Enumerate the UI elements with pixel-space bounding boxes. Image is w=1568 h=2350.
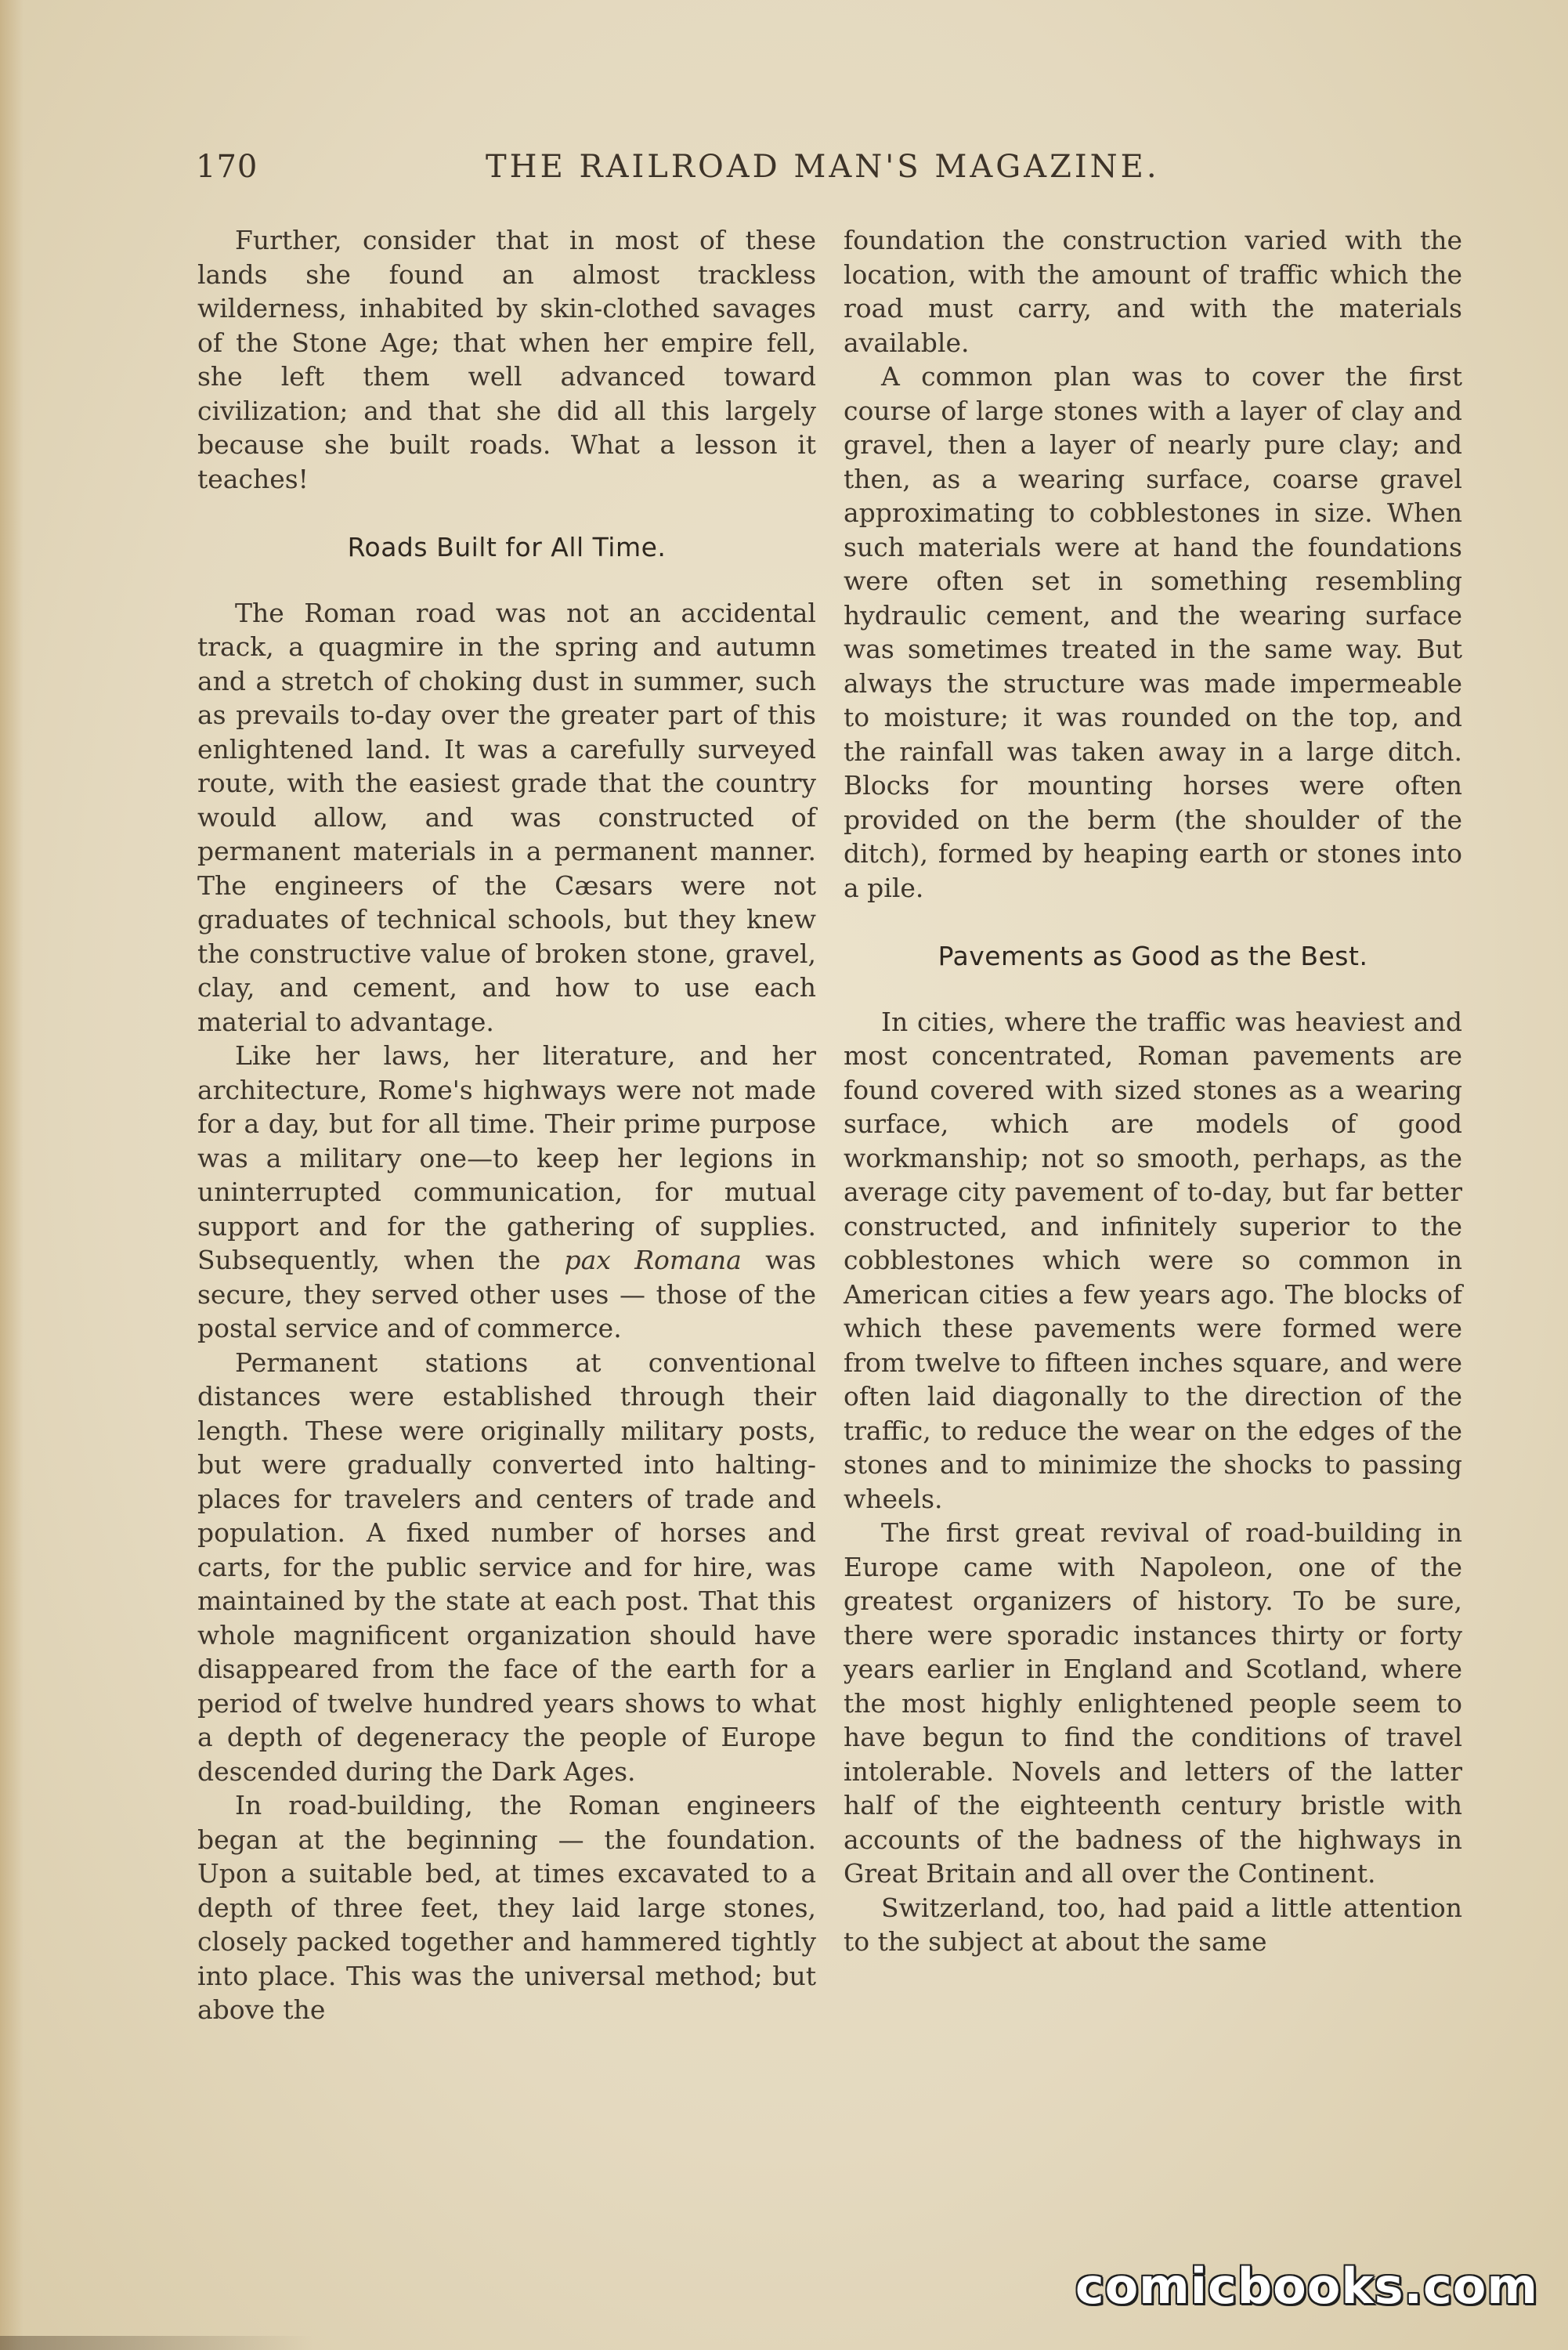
text-span: was secure, they served other uses — those of the postal service and of commerce. bbox=[197, 1245, 816, 1343]
running-title: THE RAILROAD MAN'S MAGAZINE. bbox=[486, 149, 1160, 185]
page-number: 170 bbox=[196, 149, 258, 185]
paragraph: Further, consider that in most of these lands she found an almost trackless wilderness, inhabited by skin-clothed savages of the Stone Age; that when her empire fell, she left them well advanced toward civilization; and that she did all this largely because she built roads. What a lesson it teaches! bbox=[197, 225, 816, 494]
page-header bbox=[196, 149, 1175, 196]
paragraph: In road-building, the Roman engineers began at the beginning — the foundation. Upon a suitable bed, at times excavated to a depth of three feet, they laid large stones, closely packed together and hammered tightly into place. This was the universal method; but above the bbox=[197, 1790, 816, 2025]
paragraph: The Roman road was not an accidental track, a quagmire in the spring and autumn and a stretch of choking dust in summer, such as prevails to-day over the greater part of this enlightened land. It was a carefully surveyed route, with the easiest grade that the country would allow, and was constructed of permanent materials in a permanent manner. The engineers of the Cæsars were not graduates of technical schools, but they knew the constructive value of broken stone, gravel, clay, and cement, and how to use each material to advantage. bbox=[197, 597, 816, 1037]
section-heading: Pavements as Good as the Best. bbox=[938, 941, 1368, 971]
paragraph: foundation the construction varied with the location, with the amount of traffic which the road must carry, and with the materials available. bbox=[844, 225, 1462, 358]
paragraph: The first great revival of road-building in Europe came with Napoleon, one of the greatest organizers of history. To be sure, there were sporadic instances thirty or forty years earlier in England and Scotland, where the most highly enlightened people seem to have begun to find the conditions of travel intolerable. Novels and letters of the latter half of the eighteenth century bristle with accounts of the badness of the highways in Great Britain and all over the Continent. bbox=[844, 1517, 1462, 1889]
page-edge-shadow-bottom bbox=[0, 2336, 313, 2350]
text-span: Like her laws, her literature, and her architecture, Rome's highways were not made for a day, but for all time. Their prime purpose was a military one—to keep her legions in uninterrupted communication, for mutual support and for the gathering of supplies. Subsequently, when the bbox=[197, 1040, 816, 1275]
paragraph bbox=[197, 1039, 816, 1346]
italic-phrase: pax Romana bbox=[564, 1245, 742, 1275]
paragraph: In cities, where the traffic was heaviest and most concentrated, Roman pavements are found covered with sized stones as a wearing surface, which are models of good workmanship; not so smooth, perhaps, as the average city pavement of to-day, but far better constructed, and infinitely superior to the cobblestones which were so common in American cities a few years ago. The blocks of which these pavements were formed were from twelve to fifteen inches square, and were often laid diagonally to the direction of the traffic, to reduce the wear on the edges of the stones and to minimize the shocks to passing wheels. bbox=[844, 1006, 1462, 1514]
paragraph: Permanent stations at conventional distances were established through their length. These were originally military posts, but were gradually converted into halting-places for travelers and centers of trade and population. A fixed number of horses and carts, for the public service and for hire, was maintained by the state at each post. That this whole magnificent organization should have disappeared from the face of the earth for a period of twelve hundred years shows to what a depth of degeneracy the people of Europe descended during the Dark Ages. bbox=[197, 1347, 816, 1787]
paragraph: A common plan was to cover the first course of large stones with a layer of clay and gravel, then a layer of nearly pure clay; and then, as a wearing surface, coarse gravel approximating to cobblestones in size. When such materials were at hand the foundations were often set in something resembling hydraulic cement, and the wearing surface was sometimes treated in the same way. But always the structure was made impermeable to moisture; it was rounded on the top, and the rainfall was taken away in a large ditch. Blocks for mounting horses were often provided on the berm (the shoulder of the ditch), formed by heaping earth or stones into a pile. bbox=[844, 361, 1462, 903]
section-heading: Roads Built for All Time. bbox=[347, 532, 667, 562]
left-column bbox=[197, 223, 816, 2027]
watermark: comicbooks.com bbox=[1075, 2258, 1538, 2315]
page-edge-shadow bbox=[0, 0, 23, 2350]
right-column bbox=[844, 223, 1462, 1959]
paragraph: Switzerland, too, had paid a little attention to the subject at about the same bbox=[844, 1892, 1462, 1957]
